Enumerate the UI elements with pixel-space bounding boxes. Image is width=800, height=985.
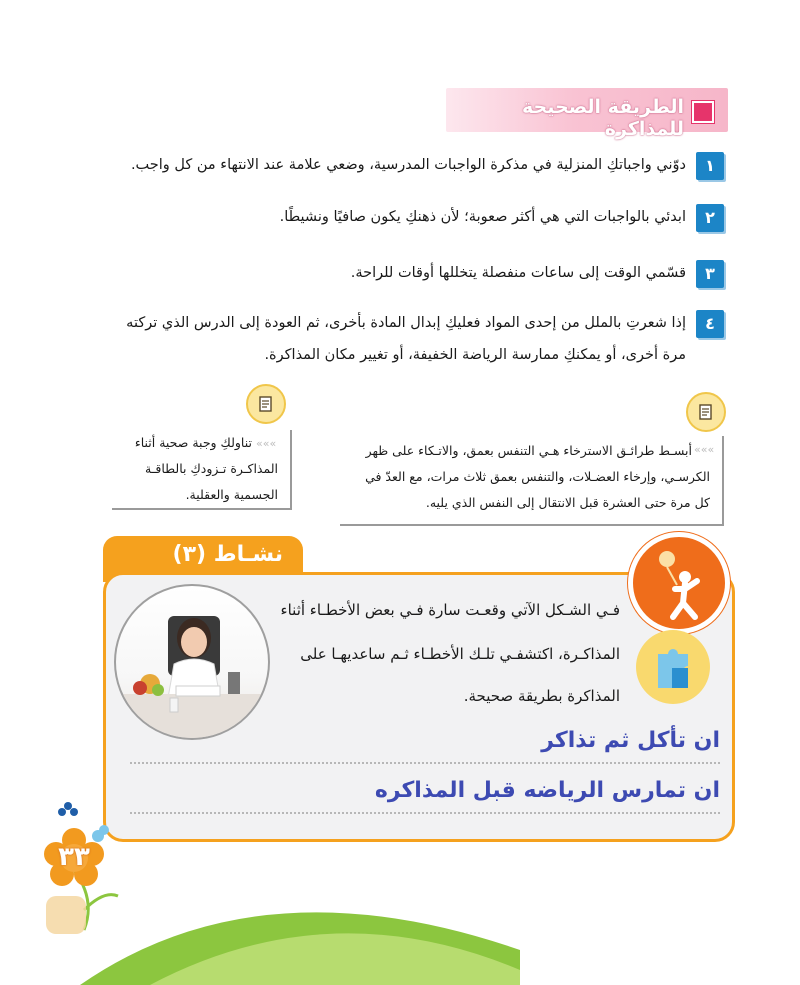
step-number-2: ٢ — [696, 204, 724, 232]
section-bullet-square — [692, 101, 714, 123]
answer-line-2: ان تمارس الرياضه قبل المذاكره — [374, 778, 720, 803]
tip-left-line2: المذاكـرة تـزودكِ بالطاقـة — [145, 461, 278, 476]
note-icon — [246, 384, 286, 424]
puzzle-badge — [636, 630, 710, 704]
step-text-2: ابدئي بالواجبات التي هي أكثر صعوبة؛ لأن ذهنكِ يكون صافيًا ونشيطًا. — [279, 209, 686, 225]
tip-right-line3: كل مرة حتى العشرة قبل الانتقال إلى النفس الذي يليه. — [425, 495, 710, 510]
step-number-3: ٣ — [696, 260, 724, 288]
step-number-4: ٤ — [696, 310, 724, 338]
tip-right-line2: الكرسـي، وإرخاء العضـلات، والتنفس بعمق ثلاث مرات، مع العدّ في — [365, 469, 710, 484]
step-text-4-line2: مرة أخرى، أو يمكنكِ ممارسة الرياضة الخفيفة، أو تغيير مكان المذاكرة. — [264, 347, 686, 363]
tip-marker-left: ««« — [256, 437, 277, 450]
activity-badge — [628, 532, 730, 634]
page-number: ٣٣ — [58, 842, 90, 872]
activity-text-line2: المذاكـرة، اكتشفـي تلـك الأخطـاء ثـم ساعديهـا على — [300, 645, 620, 663]
tip-left-line1: تناولكِ وجبة صحية أثناء — [134, 435, 252, 450]
answer-line-1: ان تأكل ثم تذاكر — [541, 728, 720, 753]
step-text-1: دوّني واجباتكِ المنزلية في مذكرة الواجبات المدرسية، وضعي علامة عند الانتهاء من كل واجب. — [130, 157, 686, 173]
section-title: الطريقة الصحيحة للمذاكرة — [522, 96, 684, 140]
puzzle-icon — [636, 630, 710, 704]
tip-marker-right: ««« — [694, 443, 715, 456]
step-number-1: ١ — [696, 152, 724, 180]
step-text-4-line1: إذا شعرتِ بالملل من إحدى المواد فعليكِ إبدال المادة بأخرى، ثم العودة إلى الدرس الذي تركته — [126, 315, 686, 331]
tip-right-line1: أبسـط طرائـق الاسترخاء هـي التنفس بعمق، والاتـكاء على ظهر — [365, 443, 692, 458]
balloon-child-icon — [633, 537, 725, 629]
girl-studying-photo — [114, 584, 270, 740]
note-icon — [686, 392, 726, 432]
activity-title: نشـاط (٣) — [172, 542, 283, 567]
step-text-3: قسّمي الوقت إلى ساعات منفصلة يتخللها أوقات للراحة. — [350, 265, 686, 281]
activity-text-line1: فـي الشـكل الآتي وقعـت سارة فـي بعض الأخطـاء أثناء — [280, 601, 620, 619]
tip-left-line3: الجسمية والعقلية. — [185, 487, 278, 502]
decorative-bottom — [0, 800, 800, 985]
answer-dotted-line-1 — [130, 762, 720, 764]
activity-text-line3: المذاكرة بطريقة صحيحة. — [463, 687, 620, 705]
